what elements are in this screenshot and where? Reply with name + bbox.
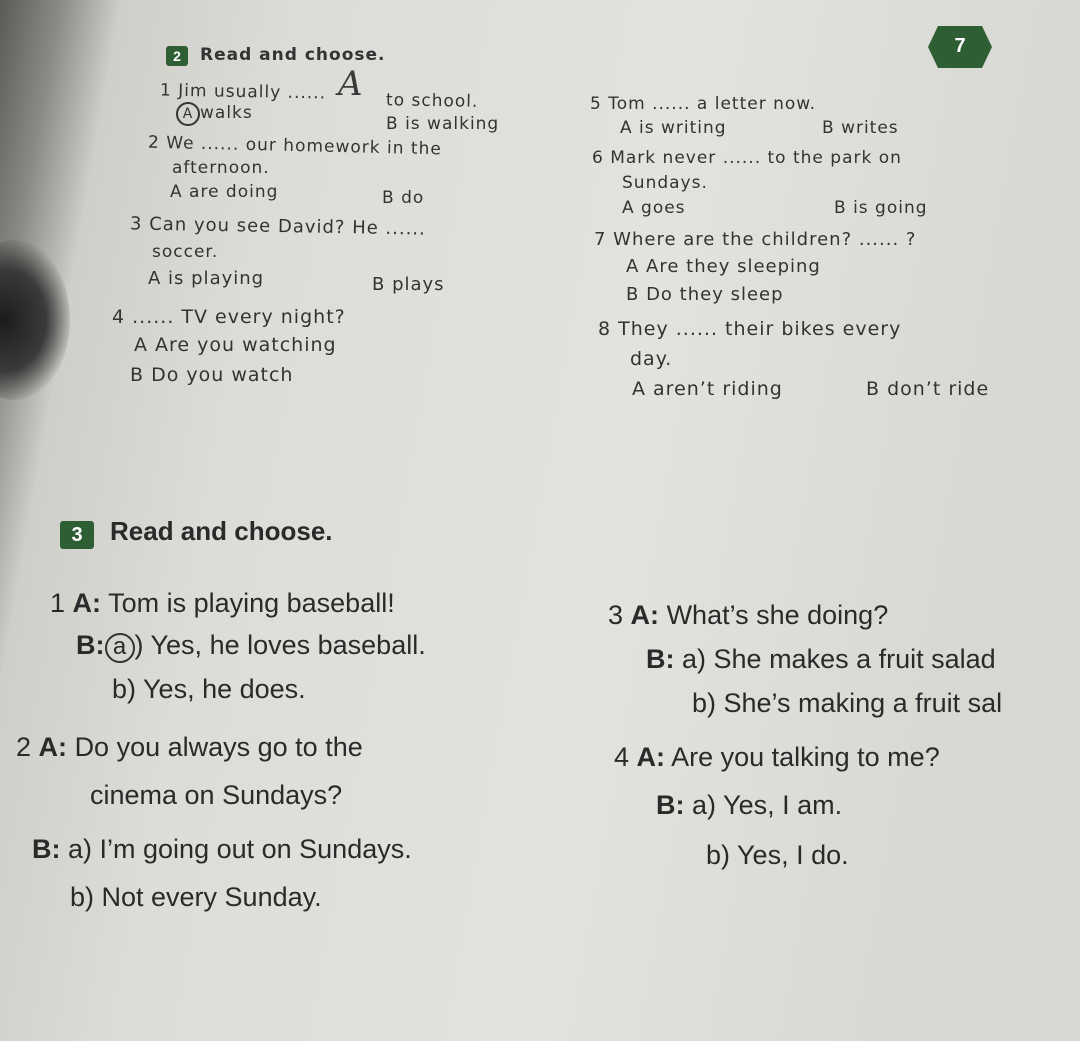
ex2-q3: 3 Can you see David? He ...... bbox=[129, 213, 427, 240]
ex2-q8-cont: day. bbox=[630, 348, 673, 370]
ex2-q2-option-b: B do bbox=[382, 188, 425, 208]
ex2-q4: 4 ...... TV every night? bbox=[112, 306, 346, 328]
exercise-3-number: 3 bbox=[60, 521, 94, 549]
ex3-d3-option-b: b) She’s making a fruit sal bbox=[692, 688, 1003, 718]
ex2-q5-option-a: A is writing bbox=[620, 118, 727, 138]
ex2-q2-cont: afternoon. bbox=[172, 158, 270, 178]
ex2-q8: 8 They ...... their bikes every bbox=[598, 318, 902, 340]
ex2-q7-option-a: A Are they sleeping bbox=[626, 256, 821, 277]
ex2-q6: 6 Mark never ...... to the park on bbox=[592, 148, 902, 168]
ex2-q1-option-b: B is walking bbox=[386, 114, 500, 134]
ex3-d2-question: 2 A: Do you always go to the bbox=[16, 732, 363, 762]
ex2-q8-option-b: B don’t ride bbox=[866, 378, 990, 400]
exercise-2-title: Read and choose. bbox=[200, 45, 386, 65]
ex2-q3-option-b: B plays bbox=[372, 274, 445, 295]
exercise-3-title: Read and choose. bbox=[110, 516, 333, 546]
ex3-d2-option-b: b) Not every Sunday. bbox=[70, 882, 322, 912]
ex3-d2-question-cont: cinema on Sundays? bbox=[90, 780, 343, 810]
ex2-q7-option-b: B Do they sleep bbox=[626, 284, 784, 305]
ex2-q3-option-a: A is playing bbox=[148, 268, 265, 289]
ex2-q2: 2 We ...... our homework in the bbox=[147, 132, 443, 160]
ex2-q4-option-a: A Are you watching bbox=[134, 334, 337, 356]
ex3-d1-option-a: B: a ) Yes, he loves baseball. bbox=[76, 630, 426, 663]
ex3-d4-option-a: B: a) Yes, I am. bbox=[656, 790, 843, 820]
ex2-q5: 5 Tom ...... a letter now. bbox=[590, 94, 817, 114]
ex2-q6-cont: Sundays. bbox=[622, 173, 708, 193]
ex2-q5-option-b: B writes bbox=[822, 118, 899, 138]
ex2-q1-end: to school. bbox=[385, 90, 479, 112]
ex2-q7: 7 Where are the children? ...... ? bbox=[594, 229, 917, 250]
ex2-q2-option-a: A are doing bbox=[170, 182, 279, 202]
ex2-q1-option-a: A walks bbox=[176, 102, 253, 126]
ex2-q1-start: 1 Jim usually ...... bbox=[159, 80, 327, 104]
ex2-q8-option-a: A aren’t riding bbox=[632, 378, 783, 400]
ex2-q3-cont: soccer. bbox=[152, 242, 219, 262]
ex3-d4-question: 4 A: Are you talking to me? bbox=[614, 742, 940, 772]
ex3-d2-option-a: B: a) I’m going out on Sundays. bbox=[32, 834, 412, 864]
ex2-q6-option-a: A goes bbox=[622, 198, 686, 218]
ex3-d1-option-b: b) Yes, he does. bbox=[112, 674, 306, 704]
ex2-q4-option-b: B Do you watch bbox=[130, 364, 294, 386]
selected-answer-circle: a bbox=[105, 633, 135, 663]
ex3-d1-question: 1 A: Tom is playing baseball! bbox=[50, 588, 395, 618]
page-number: 7 bbox=[954, 35, 966, 57]
ex2-q6-option-b: B is going bbox=[834, 198, 928, 218]
ex3-d3-option-a: B: a) She makes a fruit salad bbox=[646, 644, 996, 674]
selected-answer-circle: A bbox=[176, 102, 200, 126]
ex3-d3-question: 3 A: What’s she doing? bbox=[608, 600, 889, 630]
exercise-2-number: 2 bbox=[166, 46, 188, 66]
handwritten-answer: A bbox=[338, 64, 363, 104]
ex3-d4-option-b: b) Yes, I do. bbox=[706, 840, 849, 870]
page-number-badge bbox=[928, 26, 992, 68]
